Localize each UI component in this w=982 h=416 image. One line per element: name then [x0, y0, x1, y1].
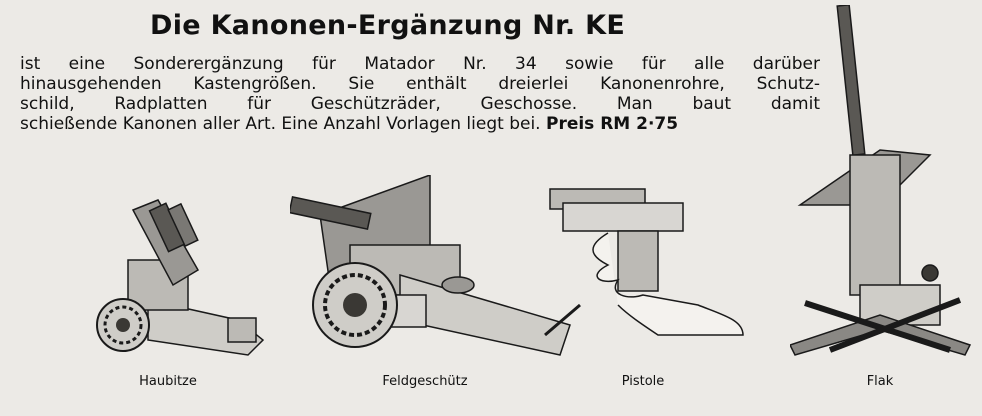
- flak-illustration: [790, 5, 980, 365]
- description-line-3: schild, Radplatten für Geschützräder, Geschosse. Man baut damit: [20, 94, 820, 114]
- caption-pistole: Pistole: [621, 374, 665, 389]
- caption-haubitze: Haubitze: [139, 374, 197, 389]
- price-label: Preis RM 2·75: [545, 114, 679, 134]
- pistol-illustration: [548, 185, 748, 345]
- description-line-4-text: schießende Kanonen aller Art. Eine Anzahl Vorlagen liegt bei.: [20, 114, 541, 134]
- description-line-4: [20, 114, 820, 134]
- description-line-1: ist eine Sonderergänzung für Matador Nr. 34 sowie für alle darüber: [20, 54, 820, 74]
- field-gun-illustration: [290, 175, 590, 365]
- howitzer-illustration: [88, 190, 268, 360]
- description-line-2: hinausgehenden Kastengrößen. Sie enthält dreierlei Kanonenrohre, Schutz-: [20, 74, 820, 94]
- description-paragraph: [20, 54, 820, 134]
- caption-feldgeschuetz: Feldgeschütz: [382, 374, 468, 389]
- page-title: Die Kanonen-Ergänzung Nr. KE: [150, 10, 626, 41]
- caption-flak: Flak: [866, 374, 894, 389]
